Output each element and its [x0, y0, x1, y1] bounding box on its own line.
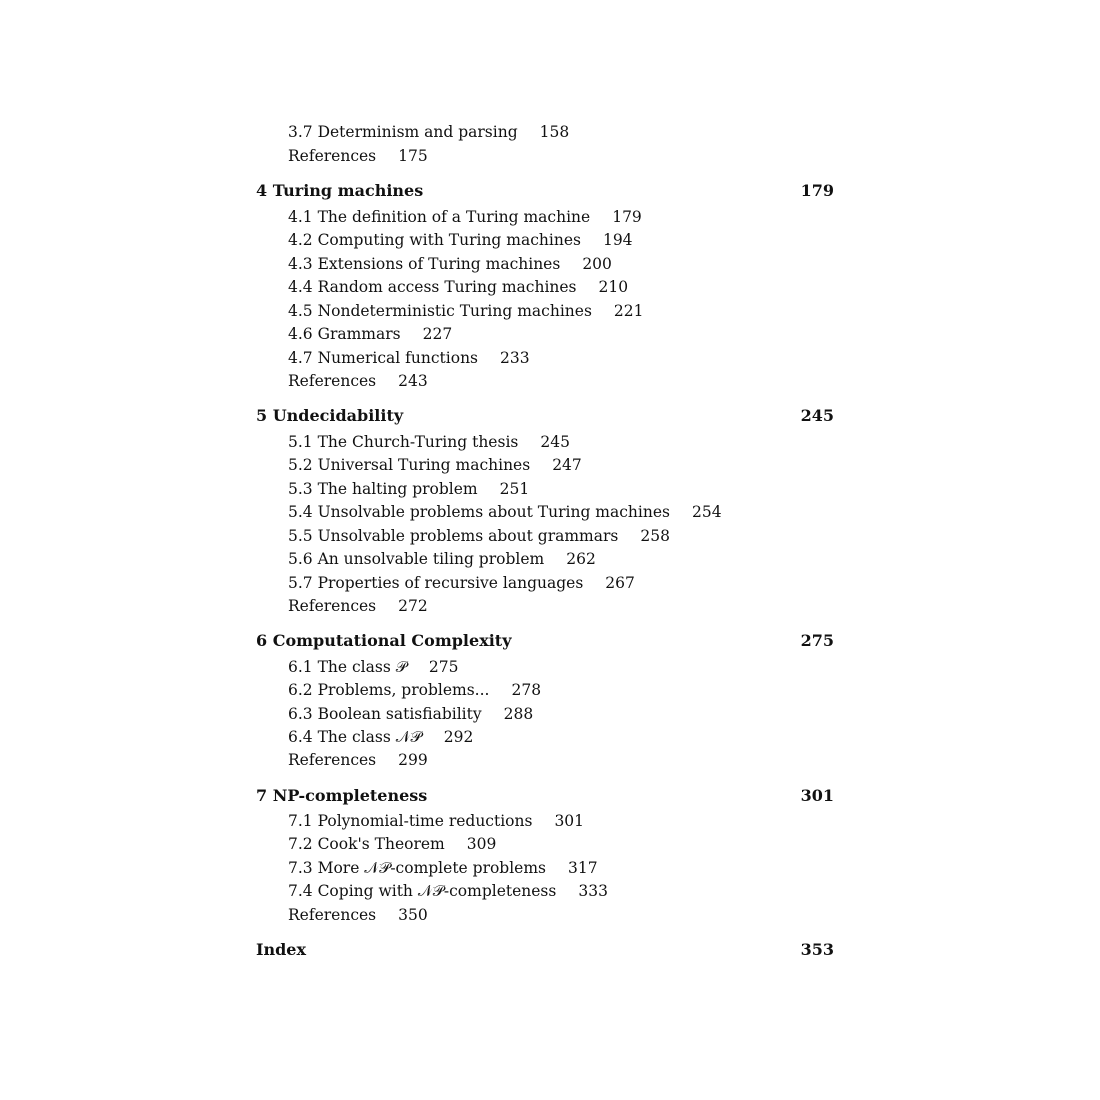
toc-entry-label: 4.6 Grammars — [288, 325, 401, 343]
toc-entry-page: 179 — [612, 208, 642, 226]
chapter-heading — [256, 786, 834, 805]
toc-entry-page: 194 — [602, 231, 633, 249]
toc-entry-page: 175 — [398, 147, 428, 165]
toc-entry-label: 5.5 Unsolvable problems about grammars — [288, 527, 619, 545]
toc-entry-label: 6.3 Boolean satisfiability — [288, 705, 482, 723]
toc-entry-label: 6.2 Problems, problems... — [288, 681, 490, 699]
toc-entry — [288, 550, 596, 568]
toc-entry-label: References — [288, 906, 377, 924]
toc-entry-page: 227 — [422, 325, 453, 343]
toc-entry-page: 292 — [443, 728, 474, 746]
index-heading — [256, 940, 834, 959]
chapter-heading — [256, 406, 834, 425]
chapter-page: 275 — [800, 631, 834, 650]
table-of-contents — [256, 0, 834, 1100]
toc-entry-page: 221 — [613, 302, 644, 320]
toc-entry — [288, 302, 644, 320]
toc-entry — [288, 882, 608, 901]
toc-entry-label: 7.1 Polynomial-time reductions — [288, 812, 533, 830]
toc-entry-label: References — [288, 372, 377, 390]
toc-entry-page: 278 — [511, 681, 542, 699]
chapter-heading — [256, 631, 834, 650]
toc-entry-label: 4.5 Nondeterministic Turing machines — [288, 302, 592, 320]
toc-entry-page: 254 — [691, 503, 722, 521]
toc-entry-label: 5.3 The halting problem — [288, 480, 478, 498]
chapter-title: 7 NP-completeness — [256, 786, 428, 805]
chapter-page: 301 — [800, 786, 834, 805]
toc-entry — [288, 812, 584, 830]
toc-entry-page: 210 — [598, 278, 629, 296]
toc-entry-label: 5.4 Unsolvable problems about Turing machines — [288, 503, 670, 521]
toc-entry-page: 309 — [466, 835, 497, 853]
toc-entry-label: 6.4 The class 𝒩𝒫 — [288, 728, 422, 746]
chapter-title: 5 Undecidability — [256, 406, 404, 425]
toc-entry — [288, 255, 612, 273]
toc-entry-label: 4.2 Computing with Turing machines — [288, 231, 581, 249]
toc-entry — [288, 480, 529, 498]
toc-entry — [288, 527, 670, 545]
toc-entry-page: 200 — [582, 255, 612, 273]
toc-entry-page: 288 — [503, 705, 534, 723]
toc-entry — [288, 658, 458, 677]
toc-entry-label: 7.2 Cook's Theorem — [288, 835, 445, 853]
toc-entry-page: 262 — [566, 550, 596, 568]
toc-entry — [288, 574, 635, 592]
toc-entry — [288, 325, 452, 343]
toc-entry-label: 4.4 Random access Turing machines — [288, 278, 577, 296]
chapter-page: 179 — [800, 181, 834, 200]
toc-entry — [288, 208, 642, 226]
toc-entry-label: 4.1 The definition of a Turing machine — [288, 208, 591, 226]
toc-entry — [288, 123, 569, 141]
toc-entry-label: References — [288, 597, 377, 615]
toc-entry-label: References — [288, 147, 377, 165]
toc-entry-label: 5.1 The Church-Turing thesis — [288, 433, 519, 451]
toc-entry-page: 245 — [540, 433, 570, 451]
toc-entry — [288, 231, 633, 249]
toc-entry — [288, 147, 428, 165]
toc-entry-label: 5.2 Universal Turing machines — [288, 456, 531, 474]
toc-entry-label: 4.7 Numerical functions — [288, 349, 479, 367]
chapter-title: Index — [256, 940, 307, 959]
toc-entry — [288, 906, 428, 924]
toc-entry — [288, 751, 428, 769]
toc-entry-page: 317 — [568, 859, 598, 877]
toc-entry-label: 3.7 Determinism and parsing — [288, 123, 518, 141]
toc-entry — [288, 503, 722, 521]
toc-entry-page: 267 — [605, 574, 635, 592]
toc-entry-label: 5.6 An unsolvable tiling problem — [288, 550, 545, 568]
toc-entry — [288, 728, 473, 747]
toc-entry-page: 251 — [499, 480, 530, 498]
chapter-title: 6 Computational Complexity — [256, 631, 512, 650]
toc-entry — [288, 597, 428, 615]
toc-entry-page: 301 — [554, 812, 585, 830]
toc-entry-page: 275 — [428, 658, 459, 676]
toc-entry-label: References — [288, 751, 377, 769]
chapter-page: 353 — [800, 940, 834, 959]
chapter-page: 245 — [800, 406, 834, 425]
toc-entry-label: 7.4 Coping with 𝒩𝒫-completeness — [288, 882, 557, 900]
chapter-heading — [256, 181, 834, 200]
toc-entry-label: 6.1 The class 𝒫 — [288, 658, 407, 676]
chapter-title: 4 Turing machines — [256, 181, 424, 200]
toc-entry-label: 7.3 More 𝒩𝒫-complete problems — [288, 859, 547, 877]
toc-entry-label: 4.3 Extensions of Turing machines — [288, 255, 561, 273]
toc-entry-page: 258 — [640, 527, 670, 545]
toc-entry-page: 350 — [398, 906, 428, 924]
toc-entry-page: 233 — [500, 349, 530, 367]
toc-entry-page: 333 — [578, 882, 608, 900]
toc-entry — [288, 433, 570, 451]
toc-entry-page: 272 — [398, 597, 428, 615]
toc-entry — [288, 349, 530, 367]
toc-entry-page: 247 — [552, 456, 582, 474]
toc-entry — [288, 681, 541, 699]
toc-entry — [288, 456, 582, 474]
toc-entry — [288, 705, 533, 723]
toc-entry-page: 243 — [398, 372, 428, 390]
toc-entry — [288, 835, 496, 853]
toc-entry-page: 299 — [398, 751, 428, 769]
toc-entry — [288, 372, 428, 390]
toc-entry-page: 158 — [539, 123, 570, 141]
toc-entry-label: 5.7 Properties of recursive languages — [288, 574, 584, 592]
toc-entry — [288, 859, 598, 878]
toc-entry — [288, 278, 628, 296]
